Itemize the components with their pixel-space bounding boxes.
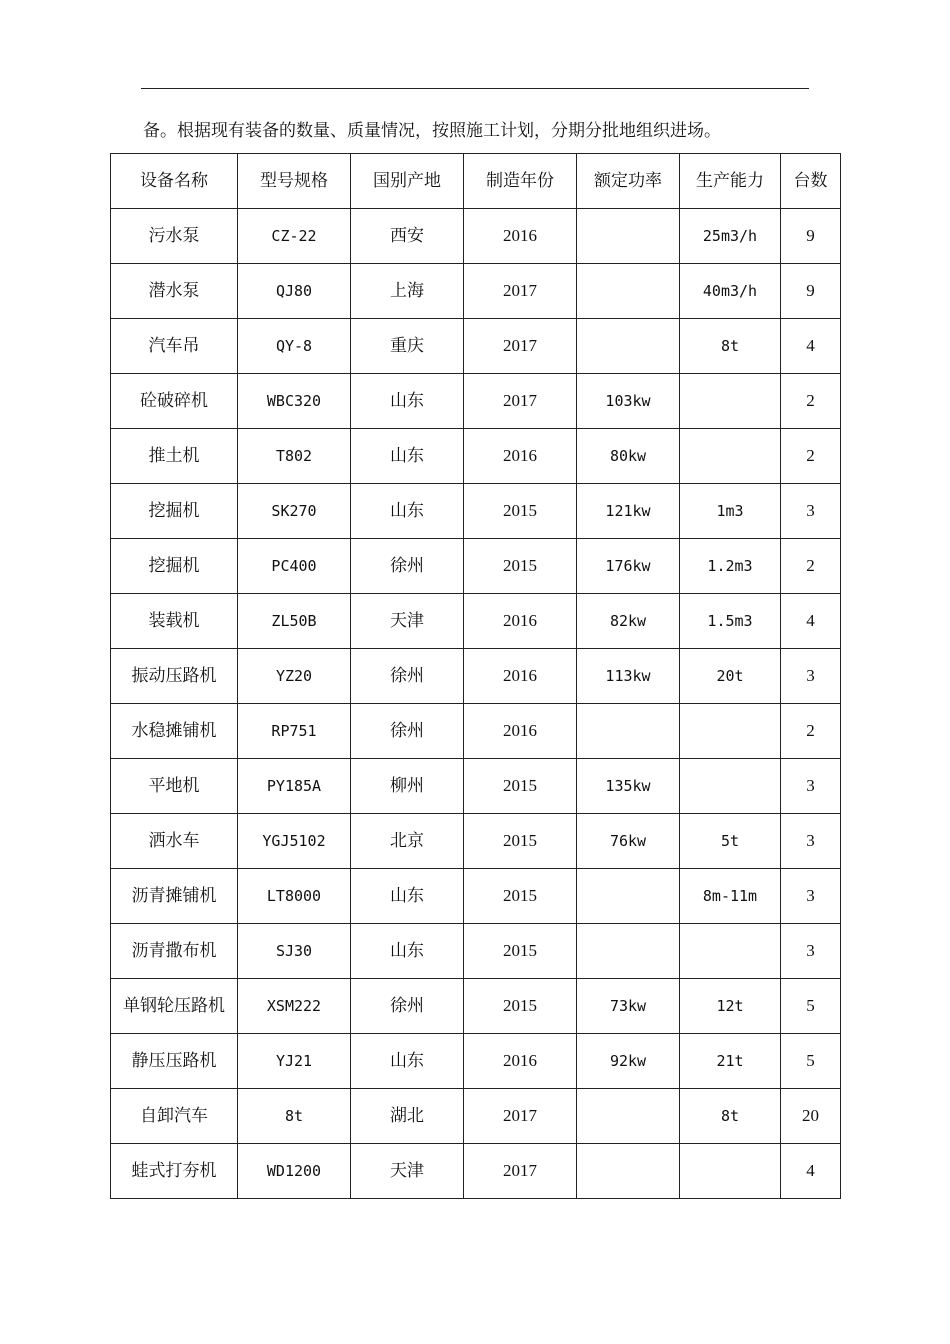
cell-capacity: 1.5m3	[680, 594, 781, 649]
cell-origin: 徐州	[351, 539, 464, 594]
table-row	[111, 759, 841, 814]
cell-capacity: 1.2m3	[680, 539, 781, 594]
cell-quantity: 5	[781, 1034, 841, 1089]
cell-equipment-name: 污水泵	[111, 209, 238, 264]
cell-manufacture-year: 2017	[464, 264, 577, 319]
header-rule	[141, 88, 809, 89]
cell-equipment-name: 单钢轮压路机	[111, 979, 238, 1034]
cell-quantity: 5	[781, 979, 841, 1034]
cell-manufacture-year: 2015	[464, 869, 577, 924]
cell-model-spec: YJ21	[238, 1034, 351, 1089]
cell-model-spec: 8t	[238, 1089, 351, 1144]
cell-equipment-name: 平地机	[111, 759, 238, 814]
cell-model-spec: YZ20	[238, 649, 351, 704]
cell-quantity: 2	[781, 374, 841, 429]
table-row	[111, 979, 841, 1034]
cell-model-spec: LT8000	[238, 869, 351, 924]
cell-quantity: 9	[781, 209, 841, 264]
cell-equipment-name: 静压压路机	[111, 1034, 238, 1089]
cell-quantity: 4	[781, 319, 841, 374]
cell-capacity: 12t	[680, 979, 781, 1034]
cell-model-spec: PY185A	[238, 759, 351, 814]
cell-origin: 天津	[351, 594, 464, 649]
cell-origin: 重庆	[351, 319, 464, 374]
cell-equipment-name: 沥青撒布机	[111, 924, 238, 979]
table-row	[111, 1034, 841, 1089]
cell-model-spec: QJ80	[238, 264, 351, 319]
cell-origin: 山东	[351, 869, 464, 924]
cell-equipment-name: 推土机	[111, 429, 238, 484]
cell-origin: 山东	[351, 1034, 464, 1089]
cell-model-spec: CZ-22	[238, 209, 351, 264]
cell-capacity	[680, 374, 781, 429]
cell-origin: 湖北	[351, 1089, 464, 1144]
cell-model-spec: PC400	[238, 539, 351, 594]
header-model-spec: 型号规格	[238, 154, 351, 209]
cell-capacity: 1m3	[680, 484, 781, 539]
cell-rated-power	[577, 924, 680, 979]
cell-rated-power: 92kw	[577, 1034, 680, 1089]
cell-equipment-name: 汽车吊	[111, 319, 238, 374]
cell-equipment-name: 振动压路机	[111, 649, 238, 704]
cell-equipment-name: 砼破碎机	[111, 374, 238, 429]
table-row	[111, 1089, 841, 1144]
cell-model-spec: WBC320	[238, 374, 351, 429]
table-row	[111, 429, 841, 484]
cell-capacity	[680, 759, 781, 814]
header-manufacture-year: 制造年份	[464, 154, 577, 209]
cell-equipment-name: 沥青摊铺机	[111, 869, 238, 924]
cell-rated-power: 113kw	[577, 649, 680, 704]
cell-model-spec: QY-8	[238, 319, 351, 374]
table-row	[111, 539, 841, 594]
cell-rated-power: 76kw	[577, 814, 680, 869]
cell-origin: 徐州	[351, 649, 464, 704]
header-capacity: 生产能力	[680, 154, 781, 209]
cell-model-spec: RP751	[238, 704, 351, 759]
cell-manufacture-year: 2015	[464, 924, 577, 979]
cell-origin: 山东	[351, 484, 464, 539]
cell-origin: 柳州	[351, 759, 464, 814]
cell-manufacture-year: 2016	[464, 704, 577, 759]
cell-equipment-name: 自卸汽车	[111, 1089, 238, 1144]
cell-quantity: 3	[781, 484, 841, 539]
header-origin: 国别产地	[351, 154, 464, 209]
cell-quantity: 4	[781, 1144, 841, 1199]
cell-capacity: 21t	[680, 1034, 781, 1089]
cell-capacity: 5t	[680, 814, 781, 869]
cell-origin: 西安	[351, 209, 464, 264]
cell-rated-power: 135kw	[577, 759, 680, 814]
cell-origin: 北京	[351, 814, 464, 869]
cell-origin: 山东	[351, 924, 464, 979]
cell-manufacture-year: 2016	[464, 594, 577, 649]
cell-equipment-name: 装载机	[111, 594, 238, 649]
cell-manufacture-year: 2017	[464, 1089, 577, 1144]
cell-origin: 天津	[351, 1144, 464, 1199]
cell-quantity: 3	[781, 649, 841, 704]
table-row	[111, 374, 841, 429]
table-row	[111, 209, 841, 264]
cell-rated-power	[577, 869, 680, 924]
table-row	[111, 869, 841, 924]
cell-manufacture-year: 2016	[464, 429, 577, 484]
equipment-table	[110, 153, 841, 1199]
table-row	[111, 924, 841, 979]
cell-origin: 徐州	[351, 979, 464, 1034]
table-row	[111, 484, 841, 539]
cell-manufacture-year: 2017	[464, 319, 577, 374]
cell-manufacture-year: 2015	[464, 539, 577, 594]
cell-origin: 山东	[351, 374, 464, 429]
cell-manufacture-year: 2015	[464, 484, 577, 539]
cell-quantity: 3	[781, 759, 841, 814]
cell-quantity: 20	[781, 1089, 841, 1144]
cell-equipment-name: 潜水泵	[111, 264, 238, 319]
cell-capacity: 40m3/h	[680, 264, 781, 319]
table-row	[111, 704, 841, 759]
cell-rated-power	[577, 264, 680, 319]
cell-model-spec: WD1200	[238, 1144, 351, 1199]
intro-paragraph: 备。根据现有装备的数量、质量情况，按照施工计划，分期分批地组织进场。	[143, 121, 721, 141]
cell-model-spec: XSM222	[238, 979, 351, 1034]
cell-quantity: 3	[781, 869, 841, 924]
cell-manufacture-year: 2016	[464, 1034, 577, 1089]
cell-rated-power: 103kw	[577, 374, 680, 429]
cell-capacity	[680, 1144, 781, 1199]
cell-rated-power	[577, 704, 680, 759]
cell-quantity: 3	[781, 814, 841, 869]
cell-capacity	[680, 429, 781, 484]
cell-capacity	[680, 924, 781, 979]
cell-rated-power	[577, 1089, 680, 1144]
cell-quantity: 9	[781, 264, 841, 319]
cell-equipment-name: 蛙式打夯机	[111, 1144, 238, 1199]
cell-equipment-name: 洒水车	[111, 814, 238, 869]
cell-rated-power: 73kw	[577, 979, 680, 1034]
cell-model-spec: YGJ5102	[238, 814, 351, 869]
header-rated-power: 额定功率	[577, 154, 680, 209]
cell-origin: 上海	[351, 264, 464, 319]
cell-capacity: 20t	[680, 649, 781, 704]
cell-rated-power: 82kw	[577, 594, 680, 649]
cell-origin: 徐州	[351, 704, 464, 759]
cell-quantity: 4	[781, 594, 841, 649]
cell-equipment-name: 水稳摊铺机	[111, 704, 238, 759]
cell-quantity: 2	[781, 704, 841, 759]
cell-capacity	[680, 704, 781, 759]
table-row	[111, 649, 841, 704]
cell-rated-power: 80kw	[577, 429, 680, 484]
cell-model-spec: SJ30	[238, 924, 351, 979]
table-row	[111, 594, 841, 649]
cell-rated-power	[577, 319, 680, 374]
cell-rated-power: 176kw	[577, 539, 680, 594]
cell-capacity: 8m-11m	[680, 869, 781, 924]
cell-rated-power	[577, 1144, 680, 1199]
cell-capacity: 8t	[680, 1089, 781, 1144]
cell-capacity: 8t	[680, 319, 781, 374]
cell-model-spec: ZL50B	[238, 594, 351, 649]
table-row	[111, 319, 841, 374]
cell-model-spec: SK270	[238, 484, 351, 539]
cell-equipment-name: 挖掘机	[111, 484, 238, 539]
cell-rated-power	[577, 209, 680, 264]
cell-quantity: 3	[781, 924, 841, 979]
cell-rated-power: 121kw	[577, 484, 680, 539]
cell-capacity: 25m3/h	[680, 209, 781, 264]
cell-manufacture-year: 2016	[464, 649, 577, 704]
cell-model-spec: T802	[238, 429, 351, 484]
cell-manufacture-year: 2017	[464, 374, 577, 429]
cell-equipment-name: 挖掘机	[111, 539, 238, 594]
cell-origin: 山东	[351, 429, 464, 484]
header-equipment-name: 设备名称	[111, 154, 238, 209]
cell-manufacture-year: 2015	[464, 979, 577, 1034]
header-quantity: 台数	[781, 154, 841, 209]
cell-manufacture-year: 2017	[464, 1144, 577, 1199]
table-row	[111, 814, 841, 869]
cell-manufacture-year: 2016	[464, 209, 577, 264]
cell-quantity: 2	[781, 429, 841, 484]
cell-manufacture-year: 2015	[464, 814, 577, 869]
table-body	[111, 209, 841, 1199]
cell-quantity: 2	[781, 539, 841, 594]
cell-manufacture-year: 2015	[464, 759, 577, 814]
table-row	[111, 1144, 841, 1199]
table-row	[111, 264, 841, 319]
table-header-row	[111, 154, 841, 209]
